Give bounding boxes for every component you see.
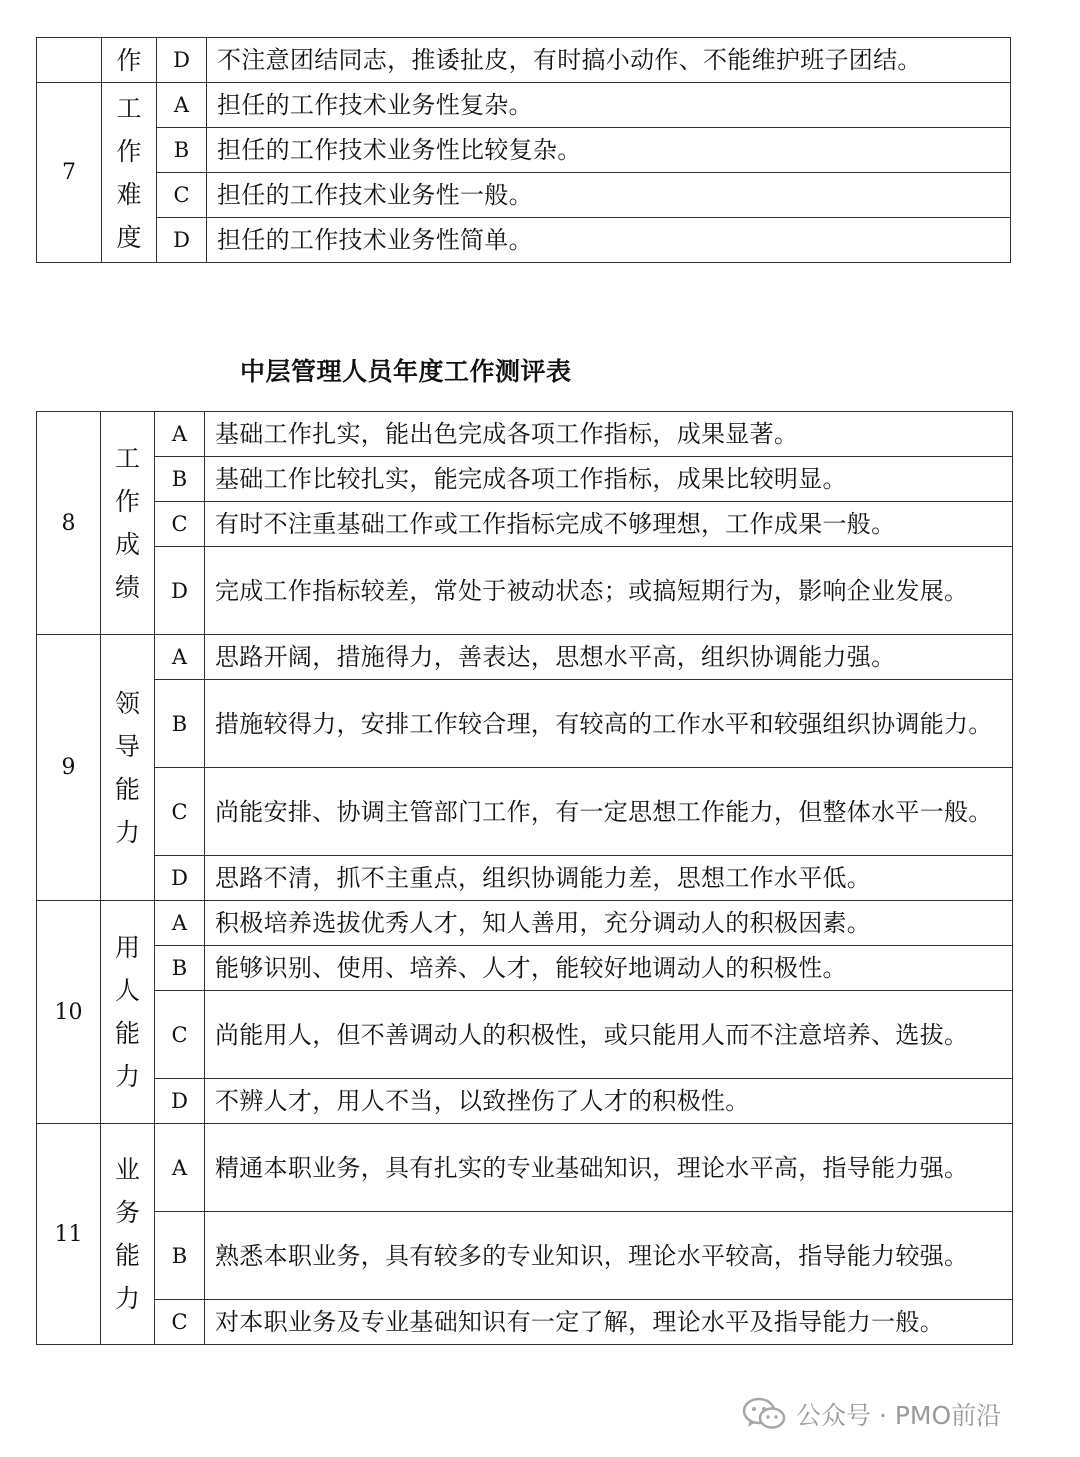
category-label: 工作成绩: [115, 444, 141, 602]
section-number-cell: 11: [37, 1124, 101, 1345]
table-row: [37, 38, 1011, 83]
grade-cell: B: [157, 128, 207, 173]
description-cell: 不注意团结同志，推诿扯皮，有时搞小动作、不能维护班子团结。: [207, 38, 1011, 83]
description-cell: 积极培养选拔优秀人才，知人善用，充分调动人的积极因素。: [205, 901, 1013, 946]
description-cell: 不辨人才，用人不当，以致挫伤了人才的积极性。: [205, 1079, 1013, 1124]
table-row: [37, 946, 1013, 991]
table-row: [37, 412, 1013, 457]
table-title: 中层管理人员年度工作测评表: [240, 357, 572, 386]
evaluation-table: [36, 411, 1013, 1345]
description-cell: 基础工作比较扎实，能完成各项工作指标，成果比较明显。: [205, 457, 1013, 502]
table-row: [37, 173, 1011, 218]
table-row: [37, 856, 1013, 901]
description-cell: 有时不注重基础工作或工作指标完成不够理想，工作成果一般。: [205, 502, 1013, 547]
grade-cell: D: [155, 1079, 205, 1124]
description-cell: 措施较得力，安排工作较合理，有较高的工作水平和较强组织协调能力。: [205, 680, 1013, 768]
grade-cell: C: [155, 502, 205, 547]
grade-cell: D: [157, 218, 207, 263]
table-row: [37, 83, 1011, 128]
category-label: 用人能力: [115, 933, 141, 1091]
grade-cell: A: [155, 1124, 205, 1212]
grade-cell: B: [155, 1212, 205, 1300]
description-cell: 担任的工作技术业务性简单。: [207, 218, 1011, 263]
description-cell: 精通本职业务，具有扎实的专业基础知识，理论水平高，指导能力强。: [205, 1124, 1013, 1212]
description-cell: 思路不清，抓不主重点，组织协调能力差，思想工作水平低。: [205, 856, 1013, 901]
table-row: [37, 680, 1013, 768]
grade-cell: C: [157, 173, 207, 218]
grade-cell: C: [155, 991, 205, 1079]
table-row: [37, 1212, 1013, 1300]
grade-cell: C: [155, 1300, 205, 1345]
description-cell: 担任的工作技术业务性一般。: [207, 173, 1011, 218]
table-row: [37, 991, 1013, 1079]
category-label: 领导能力: [115, 688, 141, 847]
grade-cell: B: [155, 680, 205, 768]
grade-cell: A: [157, 83, 207, 128]
grade-cell: A: [155, 635, 205, 680]
watermark-text: 公众号 · PMO前沿: [796, 1401, 1002, 1430]
table-row: [37, 1124, 1013, 1212]
description-cell: 尚能用人，但不善调动人的积极性，或只能用人而不注意培养、选拔。: [205, 991, 1013, 1079]
table-row: [37, 1079, 1013, 1124]
grade-cell: A: [155, 412, 205, 457]
description-cell: 熟悉本职业务，具有较多的专业知识，理论水平较高，指导能力较强。: [205, 1212, 1013, 1300]
wechat-icon: [742, 1397, 786, 1431]
section-number-cell: 8: [37, 412, 101, 635]
category-cell: [102, 83, 157, 263]
table-row: [37, 128, 1011, 173]
table-row: [37, 1300, 1013, 1345]
category-cell: [101, 1124, 155, 1345]
section-number-cell: 9: [37, 635, 101, 901]
category-label: 业务能力: [115, 1155, 141, 1313]
category-cell: [101, 412, 155, 635]
grade-cell: D: [155, 856, 205, 901]
table-row: [37, 457, 1013, 502]
table-row: [37, 635, 1013, 680]
table-row: [37, 547, 1013, 635]
description-cell: 思路开阔，措施得力，善表达，思想水平高，组织协调能力强。: [205, 635, 1013, 680]
table-row: [37, 502, 1013, 547]
description-cell: 能够识别、使用、培养、人才，能较好地调动人的积极性。: [205, 946, 1013, 991]
section-number-cell-blank: [37, 38, 102, 83]
description-cell: 尚能安排、协调主管部门工作，有一定思想工作能力，但整体水平一般。: [205, 768, 1013, 856]
category-cell: [101, 901, 155, 1124]
table-row: [37, 901, 1013, 946]
grade-cell: A: [155, 901, 205, 946]
grade-cell: C: [155, 768, 205, 856]
category-cell: [101, 635, 155, 901]
watermark: [742, 1396, 1001, 1432]
evaluation-table-continued: [36, 37, 1011, 263]
description-cell: 完成工作指标较差，常处于被动状态；或搞短期行为，影响企业发展。: [205, 547, 1013, 635]
table-row: [37, 768, 1013, 856]
grade-cell: D: [155, 547, 205, 635]
description-cell: 对本职业务及专业基础知识有一定了解，理论水平及指导能力一般。: [205, 1300, 1013, 1345]
grade-cell: B: [155, 946, 205, 991]
table-row: [37, 218, 1011, 263]
grade-cell: B: [155, 457, 205, 502]
category-cell-tail: 作: [102, 38, 157, 83]
category-label: 工作难度: [116, 93, 142, 252]
description-cell: 担任的工作技术业务性复杂。: [207, 83, 1011, 128]
description-cell: 基础工作扎实，能出色完成各项工作指标，成果显著。: [205, 412, 1013, 457]
section-number-cell: 10: [37, 901, 101, 1124]
grade-cell: D: [157, 38, 207, 83]
description-cell: 担任的工作技术业务性比较复杂。: [207, 128, 1011, 173]
section-number-cell: 7: [37, 83, 102, 263]
